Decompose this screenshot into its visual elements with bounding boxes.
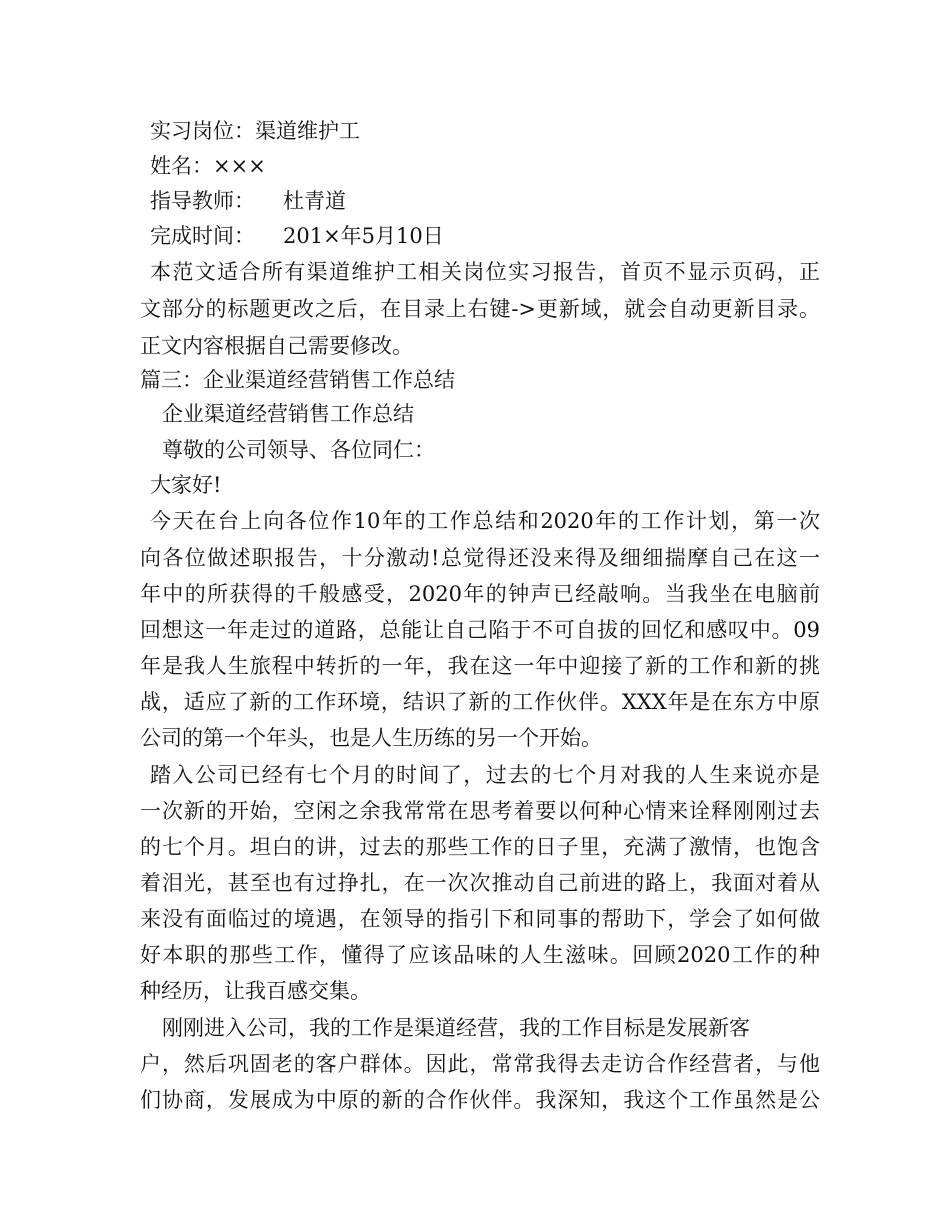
paragraph-line: 公司的第一个年头，也是人生历练的另一个开始。 <box>140 726 602 750</box>
teacher-line <box>140 183 820 219</box>
teacher-value: 杜青道 <box>283 189 346 213</box>
paragraph-line: 向各位做述职报告，十分激动!总觉得还没来得及细细揣摩自己在这一 <box>140 546 820 570</box>
time-label: 完成时间： <box>150 224 255 248</box>
paragraph-line: 刚刚进入公司，我的工作是渠道经营，我的工作目标是发展新客 <box>162 1016 750 1040</box>
paragraph-line: 们协商，发展成为中原的新的合作伙伴。我深知，我这个工作虽然是公 <box>140 1088 820 1112</box>
paragraph-line: 战，适应了新的工作环境，结识了新的工作伙伴。XXX年是在东方中原 <box>140 690 820 714</box>
teacher-label: 指导教师： <box>150 189 255 213</box>
note-line: 正文内容根据自己需要修改。 <box>140 334 413 358</box>
paragraph-line: 的七个月。坦白的讲，过去的那些工作的日子里，充满了激情，也饱含 <box>140 835 820 859</box>
note-line: 本范文适合所有渠道维护工相关岗位实习报告，首页不显示页码，正 <box>150 260 820 284</box>
greeting: 大家好! <box>150 473 222 497</box>
paragraph-line: 回想这一年走过的道路，总能让自己陷于不可自拔的回忆和感叹中。09 <box>140 618 820 642</box>
salutation: 尊敬的公司领导、各位同仁： <box>162 438 435 462</box>
paragraph-line: 好本职的那些工作，懂得了应该品味的人生滋味。回顾2020工作的种 <box>140 943 820 967</box>
document-title: 企业渠道经营销售工作总结 <box>162 402 414 426</box>
time-value: 201×年5月10日 <box>283 224 444 248</box>
paragraph-line: 一次新的开始，空闲之余我常常在思考着要以何种心情来诠释刚刚过去 <box>140 799 820 823</box>
note-line: 文部分的标题更改之后，在目录上右键->更新域，就会自动更新目录。 <box>140 297 820 321</box>
name-line: 姓名：××× <box>150 154 266 178</box>
section-heading: 篇三：企业渠道经营销售工作总结 <box>140 368 455 392</box>
paragraph-line: 户，然后巩固老的客户群体。因此，常常我得去走访合作经营者，与他 <box>140 1052 820 1076</box>
paragraph-line: 踏入公司已经有七个月的时间了，过去的七个月对我的人生来说亦是 <box>150 763 820 787</box>
paragraph-line: 年中的所获得的千般感受，2020年的钟声已经敲响。当我坐在电脑前 <box>140 582 820 606</box>
position-line: 实习岗位：渠道维护工 <box>150 119 360 143</box>
paragraph-line: 年是我人生旅程中转折的一年，我在这一年中迎接了新的工作和新的挑 <box>140 654 820 678</box>
paragraph-line: 种经历，让我百感交集。 <box>140 979 371 1003</box>
time-line <box>140 218 820 254</box>
paragraph-line: 今天在台上向各位作10年的工作总结和2020年的工作计划，第一次 <box>150 509 820 533</box>
paragraph-line: 着泪光，甚至也有过挣扎，在一次次推动自己前进的路上，我面对着从 <box>140 871 820 895</box>
paragraph-line: 来没有面临过的境遇，在领导的指引下和同事的帮助下，学会了如何做 <box>140 907 820 931</box>
